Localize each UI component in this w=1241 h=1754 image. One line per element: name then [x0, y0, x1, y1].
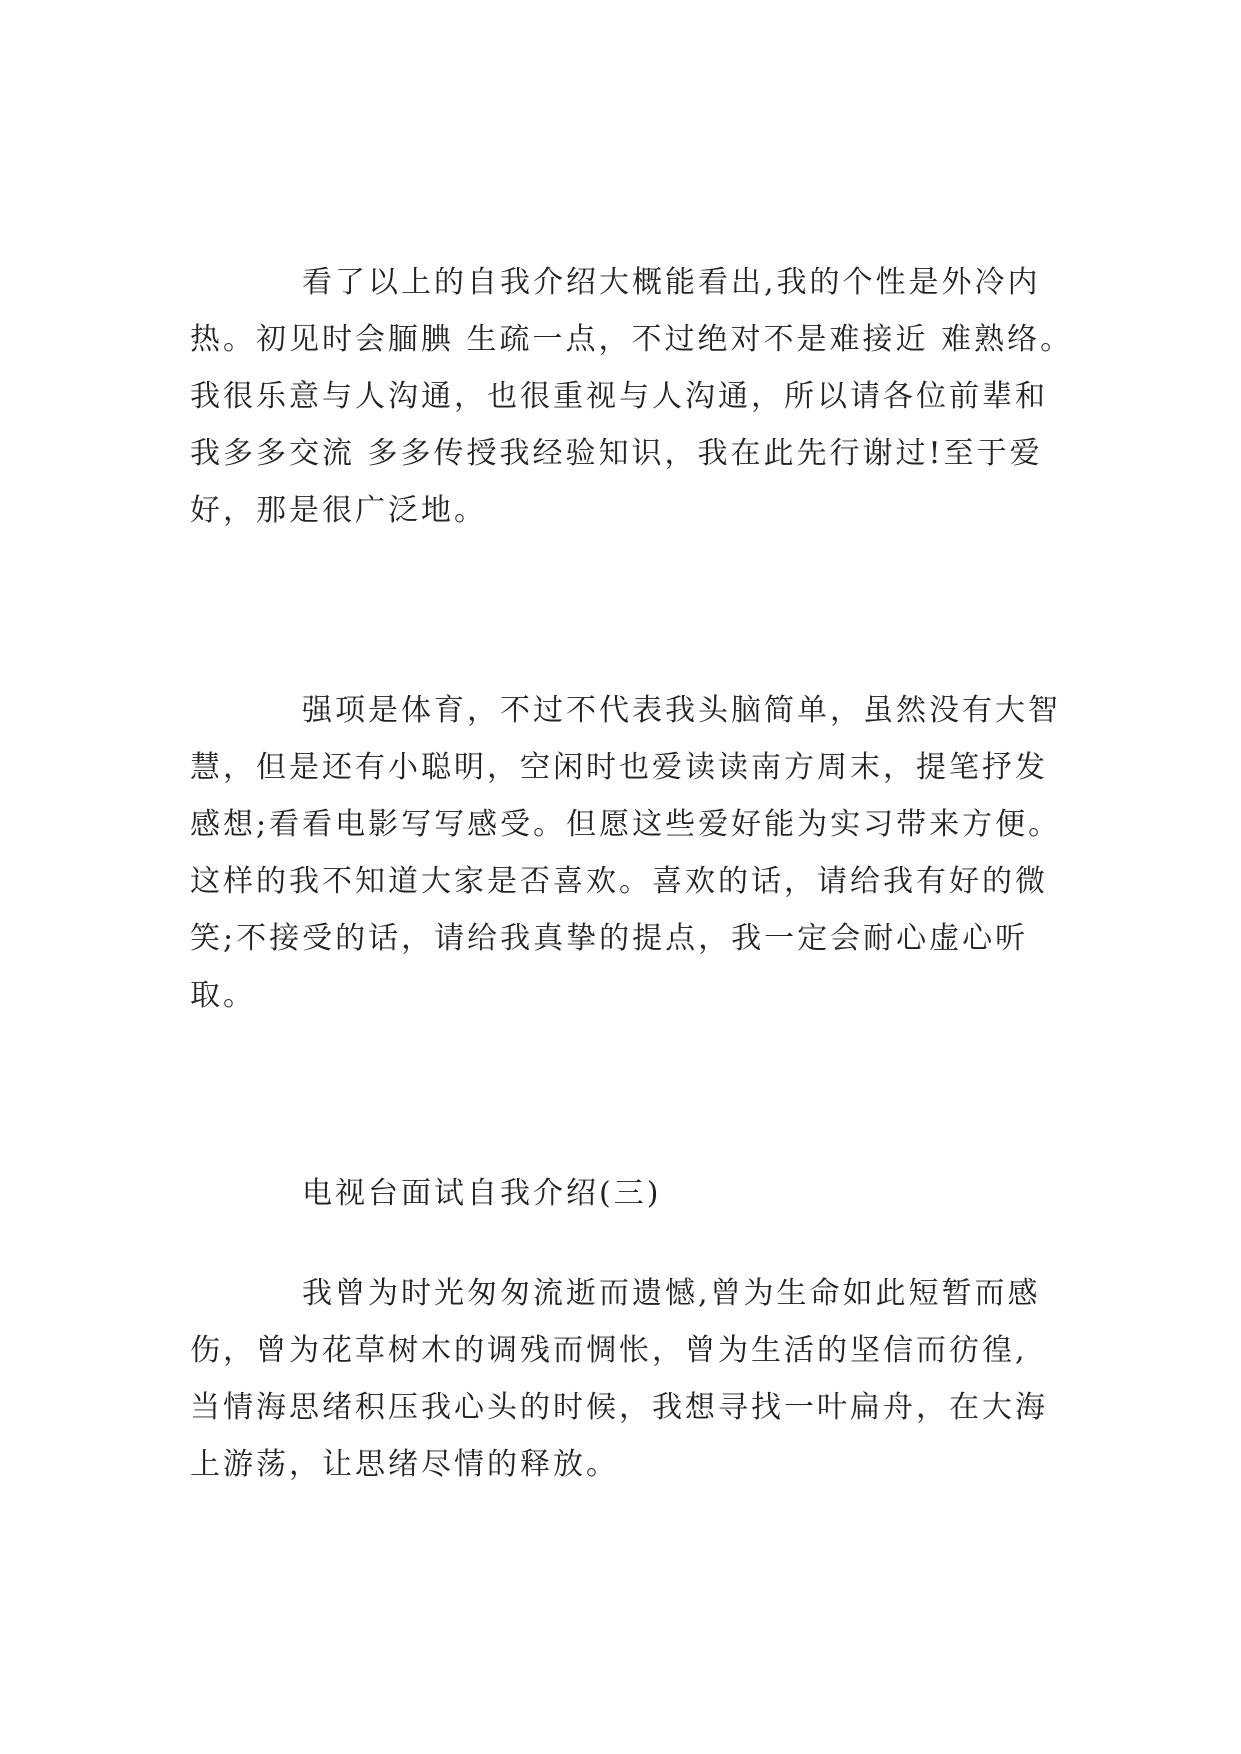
paragraph-2-line: 笑;不接受的话，请给我真挚的提点，我一定会耐心虚心听 [190, 921, 1029, 956]
paragraph-1 [190, 254, 1074, 539]
paragraph-2-line: 取。 [190, 978, 256, 1013]
paragraph-2 [190, 682, 1062, 1024]
paragraph-1-line: 好，那是很广泛地。 [190, 493, 487, 528]
paragraph-3-line: 当情海思绪积压我心头的时候，我想寻找一叶扁舟，在大海 [190, 1390, 1048, 1425]
paragraph-3-line: 伤，曾为花草树木的调残而惆怅，曾为生活的坚信而彷徨, [190, 1333, 1028, 1368]
paragraph-2-line: 这样的我不知道大家是否喜欢。喜欢的话，请给我有好的微 [190, 864, 1048, 899]
paragraph-1-line: 热。初见时会腼腆 生疏一点，不过绝对不是难接近 难熟络。 [190, 322, 1074, 357]
paragraph-2-line: 感想;看看电影写写感受。但愿这些爱好能为实习带来方便。 [190, 807, 1062, 842]
paragraph-1-line: 我多多交流 多多传授我经验知识，我在此先行谢过!至于爱 [190, 436, 1043, 471]
paragraph-3-line: 我曾为时光匆匆流逝而遗憾,曾为生命如此短暂而感 [302, 1276, 1041, 1311]
paragraph-1-line: 我很乐意与人沟通，也很重视与人沟通，所以请各位前辈和 [190, 379, 1048, 414]
section-heading: 电视台面试自我介绍(三) [302, 1176, 662, 1211]
paragraph-3 [190, 1265, 1058, 1493]
paragraph-2-line: 慧，但是还有小聪明，空闲时也爱读读南方周末，提笔抒发 [190, 750, 1048, 785]
paragraph-2-line: 强项是体育，不过不代表我头脑简单，虽然没有大智 [302, 693, 1061, 728]
paragraph-3-line: 上游荡，让思绪尽情的释放。 [190, 1447, 619, 1482]
paragraph-1-line: 看了以上的自我介绍大概能看出,我的个性是外冷内 [302, 265, 1041, 300]
